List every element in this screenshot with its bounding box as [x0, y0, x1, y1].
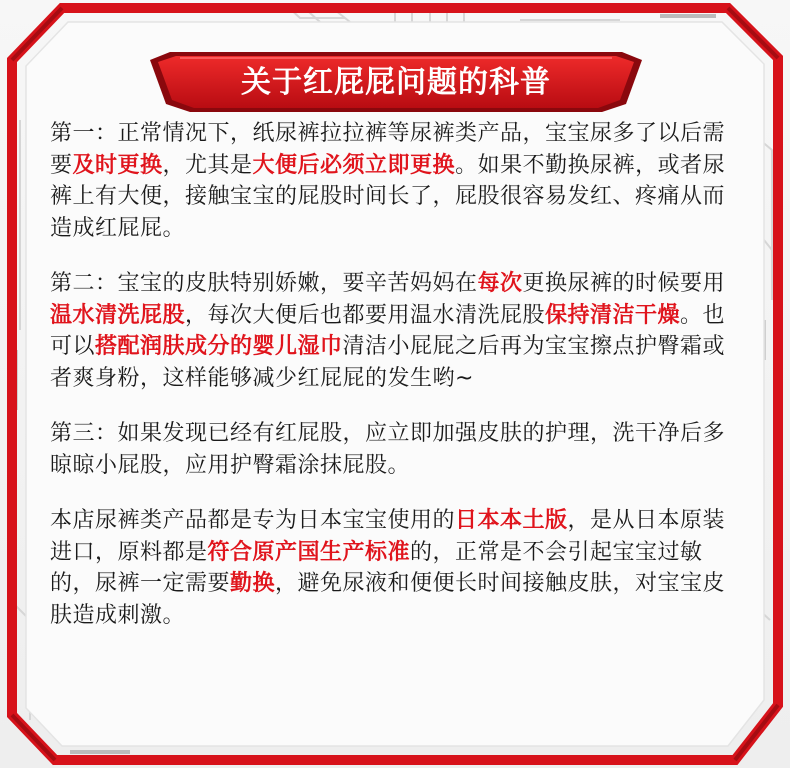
paragraph-2 [50, 268, 742, 394]
paragraph-3 [50, 418, 742, 481]
body-text: 更换尿裤的时候要用 [522, 271, 726, 296]
body-text: 。如果不勤换尿裤，或者尿裤上有大便，接触宝宝的屁股时间长了，屁股很容易发红、疼痛从而造成红屁屁。 [50, 152, 726, 241]
body-text: 清洁小屁屁之后再为宝宝擦点护臀霜或者爽身粉，这样能够减少红屁屁的发生哟~ [50, 334, 726, 391]
highlight-text: 每次 [477, 271, 523, 296]
highlight-text: 保持清洁干燥 [545, 302, 681, 328]
highlight-text: 日本本土版 [455, 508, 568, 533]
paragraph-1 [50, 118, 742, 244]
body-text: 的，正常是不会引起宝宝过敏的，尿裤一定需要 [50, 539, 703, 596]
highlight-text: 符合原产国生产标准 [207, 539, 411, 565]
highlight-text: 搭配润肤成分的婴儿湿巾 [95, 334, 343, 359]
title-banner [150, 52, 642, 112]
body-text: 第二：宝宝的皮肤特别娇嫩，要辛苦妈妈在 [50, 271, 478, 296]
body-text: 。也可以 [50, 302, 726, 359]
body-text: 第一：正常情况下，纸尿裤拉拉裤等尿裤类产品，宝宝尿多了以后需要 [50, 121, 726, 178]
body-text: ，每次大便后也都要用温水清洗屁股 [185, 302, 546, 328]
body-text: 第三：如果发现已经有红屁股，应立即加强皮肤的护理，洗干净后多晾晾小屁股，应用护臀霜涂抹屁股。 [50, 421, 726, 478]
highlight-text: 大便后必须立即更换 [252, 152, 456, 178]
highlight-text: 温水清洗屁股 [50, 302, 186, 328]
body-text: ，是从日本原装进口，原料都是 [50, 508, 726, 565]
highlight-text: 及时更换 [72, 152, 163, 178]
paragraph-4 [50, 505, 742, 631]
body-text: 本店尿裤类产品都是专为日本宝宝使用的 [50, 508, 456, 533]
body-text: ，尤其是 [162, 152, 253, 178]
page-title: 关于红屁屁问题的科普 [241, 65, 551, 100]
body-text: ，避免尿液和便便长时间接触皮肤，对宝宝皮肤造成刺激。 [50, 571, 726, 628]
content-area [50, 118, 742, 728]
highlight-text: 勤换 [230, 571, 276, 596]
